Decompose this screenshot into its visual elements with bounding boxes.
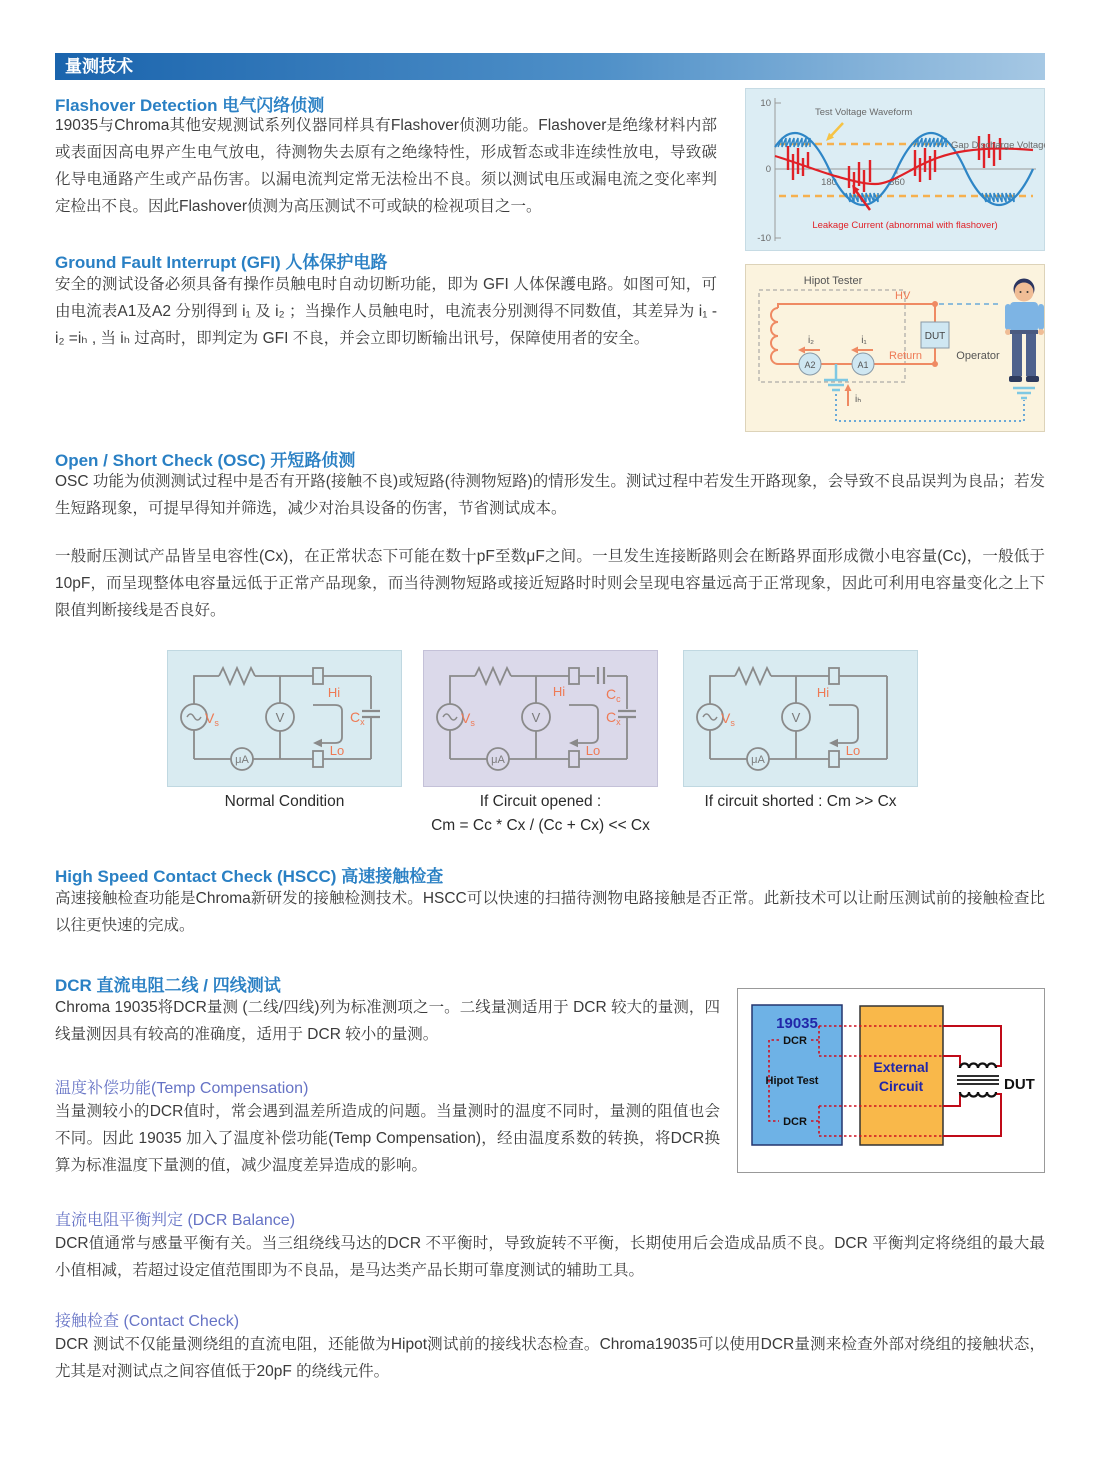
external-label-2: Circuit [878,1078,924,1094]
voltmeter-label: V [275,710,285,725]
hv-label: HV [895,290,911,302]
voltmeter-label: V [791,710,801,725]
vs-label: V [461,710,471,726]
vs-label: V [205,710,215,726]
temp-heading: 温度补偿功能(Temp Compensation) [55,1080,309,1097]
lo-terminal [829,751,839,767]
device-label: 19035 [776,1015,818,1032]
dut-label: DUT [1004,1076,1035,1093]
cx-sub: x [616,717,621,727]
osc-heading: Open / Short Check (OSC) 开短路侦测 [55,451,356,470]
hscc-heading: High Speed Contact Check (HSCC) 高速接触检查 [55,867,444,886]
caption-opened-2: Cm = Cc * Cx / (Cc + Cx) << Cx [431,817,650,834]
cc-sub: c [616,694,621,704]
section-banner [55,53,1045,80]
ammeter-label: μA [235,754,249,766]
dut-label: DUT [924,331,946,342]
xtick-360: 360 [889,177,905,188]
caption-normal: Normal Condition [224,793,345,810]
osc-body-2: 一般耐压测试产品皆呈电容性(Cx)，在正常状态下可能在数十pF至数μF之间。一旦发生连接断路则会在断路界面形成微小电容量(Cc)，一般低于10pF，而呈现整体电容量远低于正常产品现象，而当待测物短路或接近短路时时则会呈现电容量远高于正常现象，因此可利用电容量变化之上下限值判断接线是否良好。 [55,548,1045,619]
xtick-180: 180 [821,177,837,188]
hi-terminal [313,668,323,684]
ammeter-a2-label: A2 [804,360,816,370]
caption-shorted: If circuit shorted : Cm >> Cx [704,793,897,810]
ammeter-label: μA [491,754,505,766]
hi-terminal [569,668,579,684]
hipot-tester-label: Hipot Tester [803,275,863,287]
gap-discharge-label: Gap Discharge Voltage [951,140,1045,151]
osc-body-1: OSC 功能为侦测测试过程中是否有开路(接触不良)或短路(待测物短路)的情形发生。测试过程中若发生开路现象，会导致不良品误判为良品；若发生短路现象，可提早得知并筛选，减少对治具设备的伤害，节省测试成本。 [55,473,1045,517]
balance-body: DCR值通常与感量平衡有关。当三组绕线马达的DCR 不平衡时，导致旋转不平衡，长期使用后会造成品质不良。DCR 平衡判定将绕组的最大最小值相减，若超过设定值范围即为不良品，是马达类产品长期可靠度测试的辅助工具。 [55,1235,1045,1279]
gfi-heading: Ground Fault Interrupt (GFI) 人体保护电路 [55,253,388,272]
lo-label: Lo [845,743,861,758]
hi-label: Hi [327,685,341,700]
contact-heading: 接触检查 (Contact Check) [55,1313,240,1330]
gfi-diagram [745,264,1045,437]
lo-terminal [569,751,579,767]
leakage-label: Leakage Current (abnornmal with flashover) [812,220,998,231]
osc-circuit-opened [423,650,658,792]
i1-label: i₁ [861,335,867,346]
hi-label: Hi [552,684,566,699]
return-label: Return [889,350,923,362]
i2-label: i₂ [807,335,815,346]
cc-label: C [606,686,617,702]
dcr-heading: DCR 直流电阻二线 / 四线测试 [55,976,281,995]
gfi-diagram-svg [745,264,1045,432]
dcr-top-label: DCR [783,1035,807,1047]
hv-node [932,301,938,307]
dcr-body: Chroma 19035将DCR量测 (二线/四线)列为标准测项之一。二线量测适用于 DCR 较大的量测，四线量测因具有较高的准确度，适用于 DCR 较小的量测。 [55,999,720,1043]
return-node [932,361,938,367]
balance-heading: 直流电阻平衡判定 (DCR Balance) [55,1212,296,1229]
osc-circuit-normal [167,650,402,792]
ammeter-a1-label: A1 [857,360,869,370]
dcr-diagram [737,988,1045,1178]
ytick-10: 10 [760,98,771,109]
test-voltage-label: Test Voltage Waveform [815,107,913,118]
ytick-0: 0 [765,164,771,175]
ytick-neg10: -10 [757,233,771,244]
cx-sub: x [360,717,365,727]
hscc-body: 高速接触检查功能是Chroma新研发的接触检测技术。HSCC可以快速的扫描待测物电路接触是否正常。此新技术可以让耐压测试前的接触检查比以往更快速的完成。 [55,890,1045,934]
vs-sub: s [730,718,735,728]
lo-label: Lo [585,743,601,758]
hipot-test-label: Hipot Test [765,1075,819,1087]
operator-label: Operator [956,350,1000,362]
temp-body: 当量测较小的DCR值时，常会遇到温差所造成的问题。当量测时的温度不同时，量测的阻值也会不同。因此 19035 加入了温度补偿功能(Temp Compensation)，经由温度系数的转换，将DCR换算为标准温度下量测的值，减少温度差异造成的影响。 [55,1103,720,1174]
lo-label: Lo [329,743,345,758]
ammeter-label: μA [751,754,765,766]
banner-title: 量测技术 [65,57,133,76]
vs-label: V [721,710,731,726]
contact-body: DCR 测试不仅能量测绕组的直流电阻，还能做为Hipot测试前的接线状态检查。Chroma19035可以使用DCR量测来检查外部对绕组的接触状态，尤其是对测试点之间容值低于20pF 的绕线元件。 [55,1336,1045,1380]
vs-sub: s [214,718,219,728]
vs-sub: s [470,718,475,728]
flashover-heading: Flashover Detection 电气闪络侦测 [55,96,325,115]
lo-terminal [313,751,323,767]
ih-label: iₕ [855,394,862,405]
hi-label: Hi [816,685,830,700]
external-label-1: External [873,1059,929,1075]
voltmeter-label: V [531,710,541,725]
hi-terminal [829,668,839,684]
cx-label: C [350,709,361,725]
flashover-chart-svg [745,88,1045,251]
cx-label: C [606,709,617,725]
flashover-body: 19035与Chroma其他安规测试系列仪器同样具有Flashover侦测功能。Flashover是绝缘材料内部或表面因高电界产生电气放电，待测物失去原有之绝缘特性，形成暂态或非连续性放电，导致碳化导电通路产生或产品伤害。以漏电流判定常无法检出不良。须以测试电压或漏电流之变化率判定检出不良。因此Flashover侦测为高压测试不可或缺的检视项目之一。 [55,117,717,215]
dcr-bottom-label: DCR [783,1116,807,1128]
flashover-waveform-chart [745,88,1045,256]
caption-opened-1: If Circuit opened : [479,793,602,810]
osc-circuit-shorted [683,650,918,792]
gfi-body: 安全的测试设备必须具备有操作员触电时自动切断功能，即为 GFI 人体保護电路。如图可知，可由电流表A1及A2 分别得到 i₁ 及 i₂ ；当操作人员触电时，电流表分别测得不同数值，其差异为 i₁ - i₂ =iₕ , 当 iₕ 过高时，即判定为 GFI 不良，并会立即切断输出讯号，保障使用者的安全。 [55,276,717,347]
external-circuit-block [860,1006,943,1145]
